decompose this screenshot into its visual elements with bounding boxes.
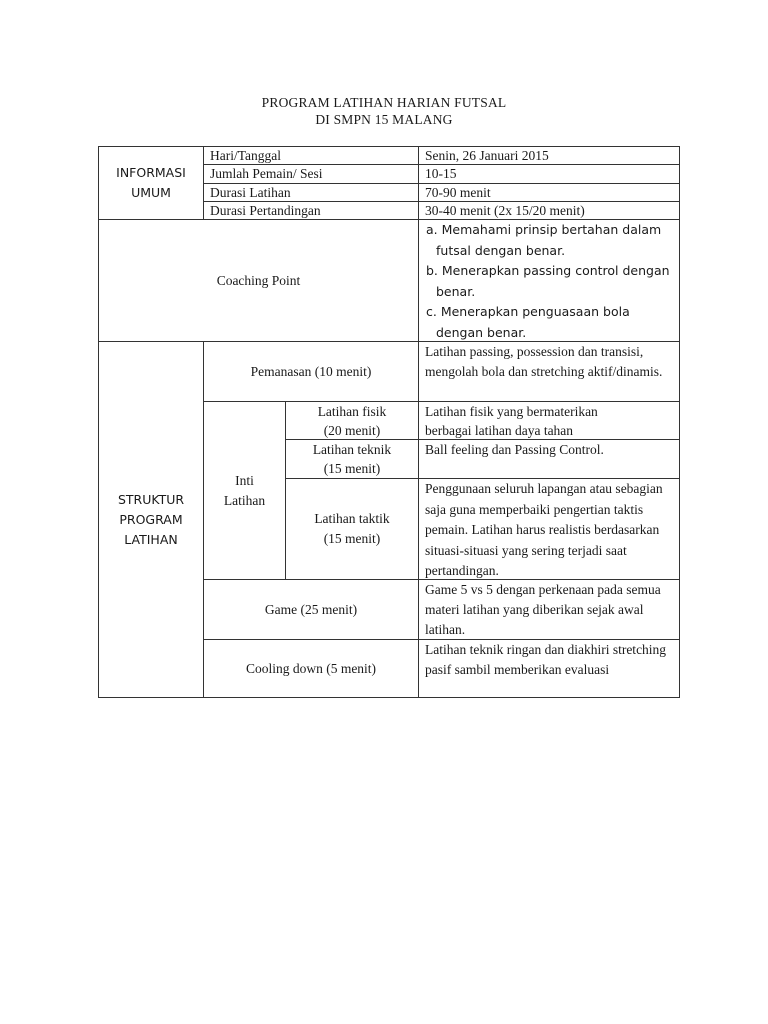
game-label: Game (25 menit) — [264, 602, 358, 617]
info-key-durasi-latihan: Durasi Latihan — [210, 185, 291, 200]
latihan-fisik-label-line-2: (20 menit) — [323, 422, 381, 438]
pemanasan-desc: Latihan passing, possession dan transisi, mengolah bola dan stretching aktif/dinamis. — [425, 344, 663, 379]
info-value-hari-tanggal: Senin, 26 Januari 2015 — [425, 148, 549, 163]
cooling-down-label: Cooling down (5 menit) — [245, 661, 377, 676]
info-key-durasi-pertandingan: Durasi Pertandingan — [210, 203, 321, 218]
inti-label-line-1: Inti — [235, 472, 254, 488]
coaching-point-item: c. Menerapkan penguasaan bola dengan benar. — [426, 304, 630, 340]
coaching-point-list — [426, 220, 676, 341]
info-key-hari-tanggal: Hari/Tanggal — [210, 148, 282, 163]
info-value-jumlah-pemain: 10-15 — [425, 166, 457, 181]
title-line-1: PROGRAM LATIHAN HARIAN FUTSAL — [261, 95, 507, 110]
informasi-umum-label-line-1: INFORMASI — [116, 165, 186, 180]
table-border-bottom — [98, 697, 680, 698]
training-program-table — [98, 146, 680, 698]
inti-latihan-label — [204, 402, 285, 579]
latihan-teknik-label — [286, 440, 418, 478]
struktur-label-line-3: LATIHAN — [124, 531, 178, 547]
latihan-teknik-label-line-1: Latihan teknik — [312, 442, 392, 457]
info-value-durasi-pertandingan: 30-40 menit (2x 15/20 menit) — [425, 203, 585, 218]
informasi-umum-label-line-2: UMUM — [131, 185, 171, 200]
latihan-taktik-label-line-2: (15 menit) — [323, 531, 381, 546]
latihan-taktik-label — [286, 479, 418, 579]
info-value-durasi-latihan: 70-90 menit — [425, 185, 491, 200]
struktur-program-label — [99, 342, 203, 697]
pemanasan-label: Pemanasan (10 menit) — [250, 364, 372, 379]
latihan-fisik-desc: Latihan fisik yang bermaterikan berbagai latihan daya tahan — [425, 404, 598, 438]
inti-label-line-2: Latihan — [223, 492, 266, 508]
coaching-point-item: b. Menerapkan passing control dengan benar. — [426, 263, 670, 299]
coaching-point-item: a. Memahami prinsip bertahan dalam futsal dengan benar. — [426, 222, 662, 258]
title-line-2: DI SMPN 15 MALANG — [315, 112, 453, 127]
latihan-taktik-desc: Penggunaan seluruh lapangan atau sebagian saja guna memperbaiki pengertian taktis pemain. Latihan harus realistis berdasarkan situasi-situasi yang sering terjadi saat pertandingan. — [425, 481, 663, 578]
latihan-teknik-label-line-2: (15 menit) — [323, 461, 381, 476]
latihan-teknik-desc: Ball feeling dan Passing Control. — [425, 442, 604, 457]
cooling-down-desc: Latihan teknik ringan dan diakhiri stretching pasif sambil memberikan evaluasi — [425, 642, 667, 677]
game-desc: Game 5 vs 5 dengan perkenaan pada semua materi latihan yang diberikan sejak awal latihan. — [425, 582, 661, 637]
latihan-taktik-label-line-1: Latihan taktik — [314, 511, 390, 526]
coaching-point-label: Coaching Point — [216, 273, 301, 288]
table-border-right — [679, 146, 680, 698]
info-key-jumlah-pemain: Jumlah Pemain/ Sesi — [210, 166, 323, 181]
document-title — [0, 94, 768, 128]
latihan-fisik-label-line-1: Latihan fisik — [317, 403, 387, 419]
struktur-label-line-2: PROGRAM — [119, 511, 183, 527]
latihan-fisik-label — [286, 402, 418, 439]
struktur-label-line-1: STRUKTUR — [117, 491, 185, 507]
informasi-umum-label — [99, 147, 203, 219]
